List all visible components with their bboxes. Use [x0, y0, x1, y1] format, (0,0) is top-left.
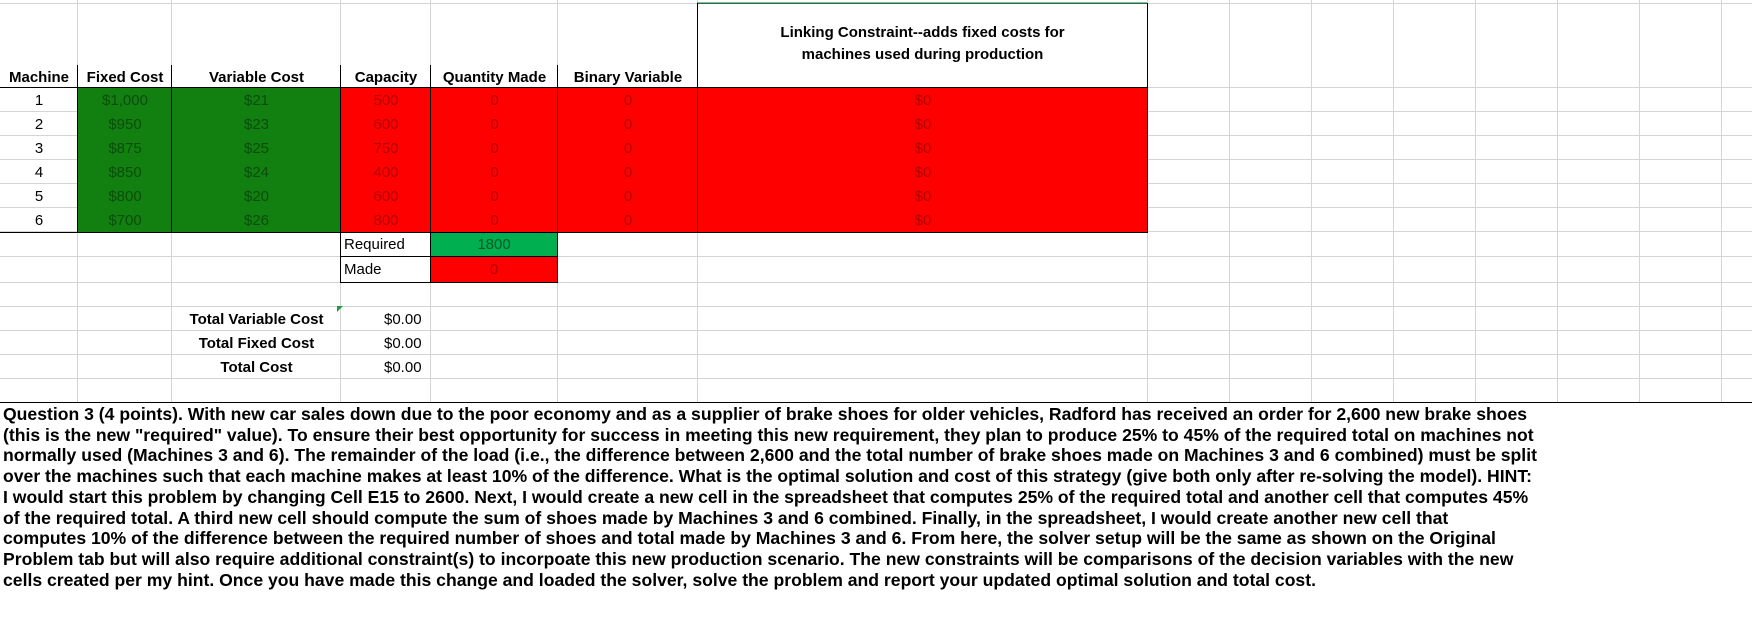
cell-variable-cost[interactable]: $26 [172, 208, 341, 232]
header-variable-cost[interactable]: Variable Cost [208, 68, 305, 86]
table-border [557, 65, 558, 233]
header-linking-constraint[interactable]: Linking Constraint--adds fixed costs for machines used during production [780, 24, 1065, 63]
cell-variable-cost[interactable]: $23 [172, 112, 341, 136]
table-border [1147, 3, 1148, 233]
total-cost-value[interactable]: $0.00 [384, 358, 422, 376]
cell-fixed-cost[interactable]: $800 [78, 184, 172, 208]
cell-binary-variable[interactable]: 0 [558, 112, 698, 136]
header-binary-variable[interactable]: Binary Variable [573, 68, 683, 86]
total-fixed-cost-label: Total Fixed Cost [198, 334, 315, 352]
cell-capacity[interactable]: 400 [341, 160, 431, 184]
cell-variable-cost[interactable]: $25 [172, 136, 341, 160]
cell-capacity[interactable]: 600 [341, 184, 431, 208]
cell-binary-variable[interactable]: 0 [558, 208, 698, 232]
total-fixed-cost-value[interactable]: $0.00 [384, 334, 422, 352]
header-capacity[interactable]: Capacity [354, 68, 418, 86]
total-variable-cost-value[interactable]: $0.00 [384, 310, 422, 328]
made-label: Made [340, 256, 431, 283]
cell-linking-constraint[interactable]: $0 [698, 112, 1148, 136]
question-text: Question 3 (4 points). With new car sales down due to the poor economy and as a supplier of brake shoes for older vehicles, Radford has received an order for 2,600 new brake shoes (this is the new "required" value). To ensure their best opportunity for success in meeting this new requirement, they plan to produce 25% to 45% of the required total on machines not normally used (Machines 3 and 6). The remainder of the load (i.e., the difference between 2,600 and the total number of brake shoes made on Machines 3 and 6 combined) must be split over the machines such that each machine makes at least 10% of the difference. What is the optimal solution and cost of this strategy (give both only after re-solving the model). HINT: I would start this problem by changing Cell E15 to 2600. Next, I would create a new cell in the spreadsheet that computes 25% of the required total and another cell that computes 45% of the required total. A third new cell should compute the sum of shoes made by Machines 3 and 6 combined. Finally, in the spreadsheet, I would create another new cell that computes 10% of the difference between the required number of shoes and total made by Machines 3 and 6. From here, the solver setup will be the same as shown on the Original Problem tab but will also require additional constraint(s) to incorpoate this new production scenario. The new constraints will be comparisons of the decision variables with the new cells created per my hint. Once you have made this change and loaded the solver, solve the problem and report your updated optimal solution and total cost. [3, 404, 1537, 590]
cell-fixed-cost[interactable]: $1,000 [78, 88, 172, 112]
cell-machine[interactable]: 2 [34, 115, 44, 133]
cell-fixed-cost[interactable]: $850 [78, 160, 172, 184]
cell-fixed-cost[interactable]: $700 [78, 208, 172, 232]
cell-variable-cost[interactable]: $20 [172, 184, 341, 208]
cell-binary-variable[interactable]: 0 [558, 88, 698, 112]
total-cost-label: Total Cost [220, 358, 293, 376]
cell-capacity[interactable]: 800 [341, 208, 431, 232]
cell-quantity-made[interactable]: 0 [431, 184, 558, 208]
cell-quantity-made[interactable]: 0 [431, 136, 558, 160]
cell-machine[interactable]: 5 [34, 187, 44, 205]
cell-binary-variable[interactable]: 0 [558, 184, 698, 208]
cell-linking-constraint[interactable]: $0 [698, 88, 1148, 112]
table-border [171, 65, 172, 233]
cell-binary-variable[interactable]: 0 [558, 160, 698, 184]
total-variable-cost-label: Total Variable Cost [189, 310, 324, 328]
cell-capacity[interactable]: 500 [341, 88, 431, 112]
cell-linking-constraint[interactable]: $0 [698, 160, 1148, 184]
header-machine[interactable]: Machine [8, 68, 69, 86]
cell-quantity-made[interactable]: 0 [431, 208, 558, 232]
cell-quantity-made[interactable]: 0 [431, 88, 558, 112]
made-value[interactable]: 0 [430, 256, 558, 283]
cell-linking-constraint[interactable]: $0 [698, 208, 1148, 232]
cell-variable-cost[interactable]: $24 [172, 160, 341, 184]
required-label: Required [340, 232, 431, 257]
cell-linking-constraint[interactable]: $0 [698, 136, 1148, 160]
cell-machine[interactable]: 3 [34, 139, 44, 157]
cell-machine[interactable]: 1 [34, 91, 44, 109]
table-border [77, 65, 78, 233]
cell-machine[interactable]: 6 [34, 211, 44, 229]
table-border [340, 65, 341, 233]
table-border [697, 232, 1148, 233]
table-border [430, 65, 431, 233]
cell-linking-constraint[interactable]: $0 [698, 184, 1148, 208]
table-border [697, 3, 698, 233]
cell-machine[interactable]: 4 [34, 163, 44, 181]
cell-binary-variable[interactable]: 0 [558, 136, 698, 160]
cell-quantity-made[interactable]: 0 [431, 112, 558, 136]
cell-fixed-cost[interactable]: $950 [78, 112, 172, 136]
table-border [0, 87, 698, 88]
cell-fixed-cost[interactable]: $875 [78, 136, 172, 160]
cell-capacity[interactable]: 600 [341, 112, 431, 136]
required-value[interactable]: 1800 [430, 232, 558, 257]
header-fixed-cost[interactable]: Fixed Cost [86, 68, 164, 86]
table-border [697, 87, 1148, 88]
cell-variable-cost[interactable]: $21 [172, 88, 341, 112]
cell-quantity-made[interactable]: 0 [431, 160, 558, 184]
cell-capacity[interactable]: 750 [341, 136, 431, 160]
header-quantity-made[interactable]: Quantity Made [442, 68, 547, 86]
